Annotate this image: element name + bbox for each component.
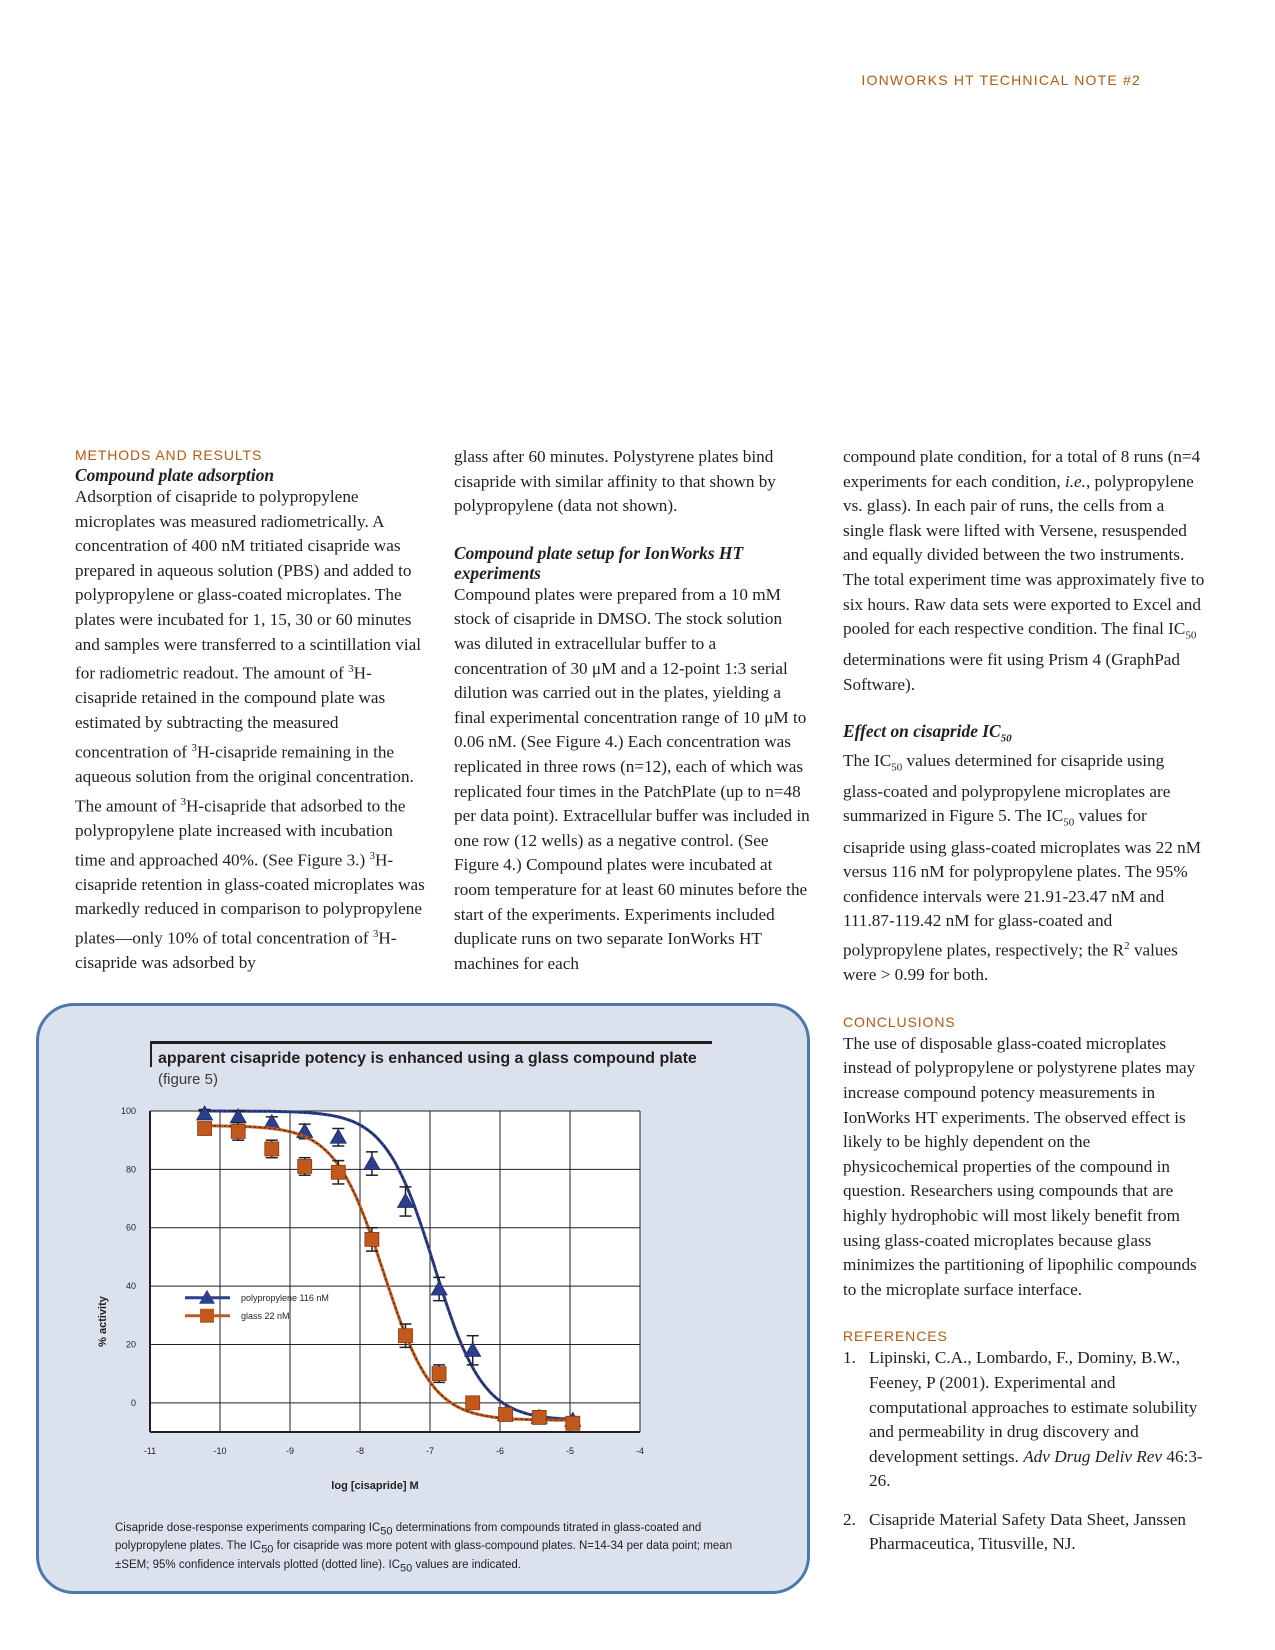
- x-tick-label: -10: [213, 1446, 227, 1456]
- x-tick-label: -4: [635, 1446, 645, 1456]
- section-heading-conclusions: CONCLUSIONS: [843, 1013, 956, 1030]
- figure-title-rule: [150, 1041, 712, 1044]
- reference-list: [843, 1346, 1205, 1557]
- data-point-glass: [432, 1367, 446, 1381]
- paragraph-runs: compound plate condition, for a total of 8 runs (n=4 experiments for each condition, i.e., polypropylene vs. glass). In each pair of runs, the cells from a single flask were lifted with Versene, resuspended and equally divided between the two instruments. The total experiment time was approximately five to six hours. Raw data sets were exported to Excel and pooled for each respective condition. The final $IC_{50}$ determinations were fit using Prism 4 (GraphPad Software).: [843, 447, 1205, 694]
- data-point-glass: [265, 1142, 279, 1156]
- legend-marker-square: [200, 1309, 214, 1323]
- paragraph-glass-continuation: glass after 60 minutes. Polystyrene plates bind cisapride with similar affinity to that shown by polypropylene (data not shown).: [454, 447, 776, 516]
- paragraph-plate-setup: Compound plates were prepared from a 10 mM stock of cisapride in DMSO. The stock solution was diluted in extracellular buffer to a concentration of 30 μM and a 12-point 1:3 serial dilution was carried out in the plates, yielding a final experimental concentration range of 10 μM to 0.06 nM. (See Figure 4.) Each concentration was replicated in three rows (n=12), each of which was replicated four times in the PatchPlate (up to n=48 per data point). Extracellular buffer was included in one row (12 wells) as a negative control. (See Figure 4.) Compound plates were incubated at room temperature for at least 60 minutes before the start of the experiments. Experiments included duplicate runs on two separate IonWorks HT machines for each: [454, 584, 810, 973]
- column-1: [75, 445, 425, 976]
- section-heading-references: REFERENCES: [843, 1328, 948, 1345]
- figure-caption: Cisapride dose-response experiments comparing $IC_{50}$ determinations from compounds titrated in glass-coated and polypropylene plates. The $IC_{50}$ for cisapride was more potent with glass-compound plates. N=14-34 per data point; mean ±SEM; 95% confidence intervals plotted (dotted line). $IC_{50}$ values are indicated.: [115, 1522, 733, 1574]
- figure-subtitle: (figure 5): [158, 1071, 219, 1088]
- data-point-glass: [532, 1410, 546, 1424]
- figure-title-bracket: [150, 1041, 152, 1067]
- reference-item-2: 2. Cisapride Material Safety Data Sheet, Janssen Pharmaceutica, Titusville, NJ.: [843, 1509, 1186, 1554]
- legend-label: glass 22 nM: [241, 1310, 290, 1321]
- paragraph-adsorption: Adsorption of cisapride to polypropylene microplates was measured radiometrically. A concentration of 400 nM tritiated cisapride was prepared in aqueous solution (PBS) and added to polypropylene or glass-coated microplates. The plates were incubated for 1, 15, 30 or 60 minutes and samples were transferred to a scintillation vial for radiometric readout. The amount of $^3$H-cisapride retained in the compound plate was estimated by subtracting the measured concentration of $^3$H-cisapride remaining in the aqueous solution from the original concentration. The amount of $^3$H-cisapride that adsorbed to the polypropylene plate increased with incubation time and approached 40%. (See Figure 3.) $^3$H-cisapride retention in glass-coated microplates was markedly reduced in comparison to polypropylene plates—only 10% of total concentration of $^3$H-cisapride was adsorbed by: [75, 487, 425, 973]
- x-tick-label: -6: [495, 1446, 505, 1456]
- y-tick-label: 60: [125, 1222, 136, 1233]
- subheading-plate-setup: Compound plate setup for IonWorks HT experiments: [454, 542, 744, 583]
- section-heading-methods: METHODS AND RESULTS: [75, 447, 263, 463]
- y-tick-label: 20: [125, 1339, 136, 1350]
- running-header: IONWORKS HT TECHNICAL NOTE #2: [861, 72, 1141, 88]
- subheading-effect-ic50: Effect on cisapride $IC_{50}$: [843, 721, 1012, 745]
- x-axis-label: log [cisapride] M: [331, 1480, 419, 1492]
- x-tick-label: -5: [565, 1446, 575, 1456]
- data-point-glass: [231, 1124, 245, 1138]
- figure-title: apparent cisapride potency is enhanced using a glass compound plate: [158, 1050, 697, 1067]
- legend-label: polypropylene 116 nM: [241, 1292, 329, 1303]
- column-3: [843, 445, 1205, 1571]
- data-point-glass: [198, 1122, 212, 1136]
- y-tick-label: 40: [125, 1281, 136, 1292]
- column-2: [454, 445, 812, 976]
- plot-area: [150, 1111, 640, 1432]
- y-axis-label: % activity: [97, 1296, 109, 1347]
- y-tick-label: 80: [125, 1164, 136, 1175]
- x-tick-label: -8: [355, 1446, 365, 1456]
- x-tick-label: -9: [285, 1446, 295, 1456]
- paragraph-conclusions: The use of disposable glass-coated microplates instead of polypropylene or polystyrene plates may increase compound potency measurements in IonWorks HT experiments. The observed effect is likely to be highly dependent on the physicochemical properties of the compound in question. Researchers using compounds that are highly hydrophobic will most likely benefit from using glass-coated microplates because glass minimizes the partitioning of lipophilic compounds to the microplate surface interface.: [843, 1033, 1197, 1299]
- y-tick-label: 100: [120, 1106, 136, 1116]
- subheading-compound-plate-adsorption: Compound plate adsorption: [75, 465, 275, 485]
- reference-item-1: 1. Lipinski, C.A., Lombardo, F., Dominy, B.W., Feeney, P (2001). Experimental and computational approaches to estimate solubility and permeability in drug discovery and development settings. Adv Drug Deliv Rev 46:3-26.: [843, 1348, 1203, 1491]
- data-point-glass: [499, 1407, 513, 1421]
- x-tick-label: -7: [425, 1446, 435, 1456]
- data-point-glass: [298, 1159, 312, 1173]
- paragraph-effect-ic50: The $IC_{50}$ values determined for cisapride using glass-coated and polypropylene microplates are summarized in Figure 5. The $IC_{50}$ values for cisapride using glass-coated microplates was 22 nM versus 116 nM for polypropylene plates. The 95% confidence intervals were 21.91-23.47 nM and 111.87-119.42 nM for glass-coated and polypropylene plates, respectively; the $R^2$ values were > 0.99 for both.: [843, 750, 1201, 985]
- data-point-glass: [466, 1396, 480, 1410]
- x-tick-label: -11: [143, 1446, 157, 1456]
- dose-response-chart: [80, 1090, 680, 1510]
- data-point-glass: [566, 1416, 580, 1430]
- y-tick-label: 0: [130, 1397, 136, 1408]
- data-point-glass: [331, 1165, 345, 1179]
- data-point-glass: [365, 1232, 379, 1246]
- data-point-glass: [399, 1329, 413, 1343]
